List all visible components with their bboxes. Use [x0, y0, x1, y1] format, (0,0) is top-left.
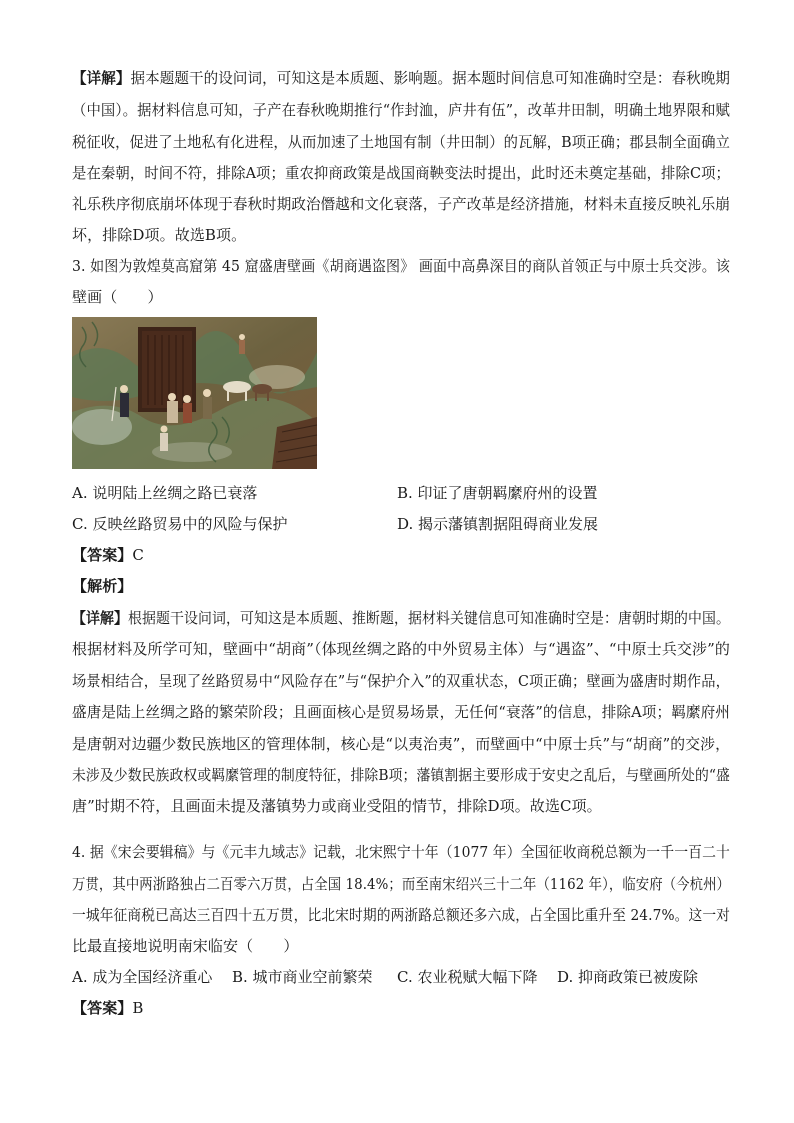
q3-option-d: D. 揭示藩镇割据阻碍商业发展	[397, 515, 599, 533]
q4-option-a: A. 成为全国经济重心	[72, 968, 213, 986]
q4-stem-line-2: 万贯，其中两浙路独占二百零六万贯，占全国 18.4%；而至南宋绍兴三十二年（1162 年），临安府（今杭州）	[72, 875, 731, 893]
mural-image	[72, 317, 317, 469]
q3-analysis-tag: 【解析】	[72, 577, 133, 595]
q4-stem-line-3: 一城年征商税已高达三百四十五万贯，比北宋时期的两浙路总额还多六成，占全国比重升至 24.7%。这一对	[72, 906, 731, 924]
q3-option-a: A. 说明陆上丝绸之路已衰落	[72, 484, 258, 502]
prev-explanation-line-3: 税征收，促进了土地私有化进程，从而加速了土地国有制（井田制）的瓦解，B项正确；郡县制全面确立	[72, 133, 730, 151]
q4-option-d: D. 抑商政策已被废除	[557, 968, 699, 986]
q3-option-b: B. 印证了唐朝羁縻府州的设置	[397, 484, 598, 502]
q3-explanation-line-7: 唐”时期不符，且画面未提及藩镇势力或商业受阻的情节，排除D项。故选C项。	[72, 797, 602, 815]
prev-explanation-line-6: 坏，排除D项。故选B项。	[72, 226, 247, 244]
q4-answer: 【答案】B	[72, 999, 144, 1017]
q3-explanation-line-5: 是唐朝对边疆少数民族地区的管理体制，核心是“以夷治夷”，而壁画中“中原士兵”与“胡商”的交涉，	[72, 735, 730, 753]
q4-option-c: C. 农业税赋大幅下降	[397, 968, 538, 986]
q3-option-c: C. 反映丝路贸易中的风险与保护	[72, 515, 288, 533]
q3-answer: 【答案】C	[72, 546, 144, 564]
prev-explanation-line-2: （中国）。据材料信息可知，子产在春秋晚期推行“作封洫，庐井有伍”，改革井田制，明确土地界限和赋	[72, 101, 730, 119]
prev-explanation-line-5: 礼乐秩序彻底崩坏体现于春秋时期政治僭越和文化衰落，子产改革是经济措施，材料未直接反映礼乐崩	[72, 195, 730, 213]
detail-tag: 【详解】	[72, 69, 131, 87]
prev-explanation-line-1: 【详解】据本题题干的设问词，可知这是本质题、影响题。据本题时间信息可知准确时空是：春秋晚期	[72, 69, 730, 87]
q3-explanation-line-2: 根据材料及所学可知，壁画中“胡商”（体现丝绸之路的中外贸易主体）与“遇盗”、“中原士兵交涉”的	[72, 640, 731, 658]
q4-stem-line-4: 比最直接地说明南宋临安（ ）	[72, 937, 299, 955]
q4-stem-line-1: 4. 据《宋会要辑稿》与《元丰九域志》记载，北宋熙宁十年（1077 年）全国征收商税总额为一千一百二十	[72, 843, 731, 861]
q3-explanation-line-4: 盛唐是陆上丝绸之路的繁荣阶段；且画面核心是贸易场景，无任何“衰落”的信息，排除A项；羁縻府州	[72, 703, 731, 721]
q3-explanation-line-3: 场景相结合，呈现了丝路贸易中“风险存在”与“保护介入”的双重状态，C项正确；壁画为盛唐时期作品，	[72, 672, 730, 690]
q3-stem-line-2: 壁画（ ）	[72, 288, 163, 306]
prev-explanation-line-4: 是在秦朝，时间不符，排除A项；重农抑商政策是战国商鞅变法时提出，此时还未奠定基础，排除C项；	[72, 164, 731, 182]
q3-explanation-line-1: 【详解】根据题干设问词，可知这是本质题、推断题，据材料关键信息可知准确时空是：唐朝时期的中国。	[72, 609, 730, 627]
q3-explanation-line-6: 未涉及少数民族政权或羁縻管理的制度特征，排除B项；藩镇割据主要形成于安史之乱后，与壁画所处的“盛	[72, 766, 730, 784]
q4-option-b: B. 城市商业空前繁荣	[232, 968, 373, 986]
q3-stem-line-1: 3. 如图为敦煌莫高窟第 45 窟盛唐壁画《胡商遇盗图》 画面中高鼻深目的商队首领正与中原士兵交涉。该	[72, 257, 731, 275]
